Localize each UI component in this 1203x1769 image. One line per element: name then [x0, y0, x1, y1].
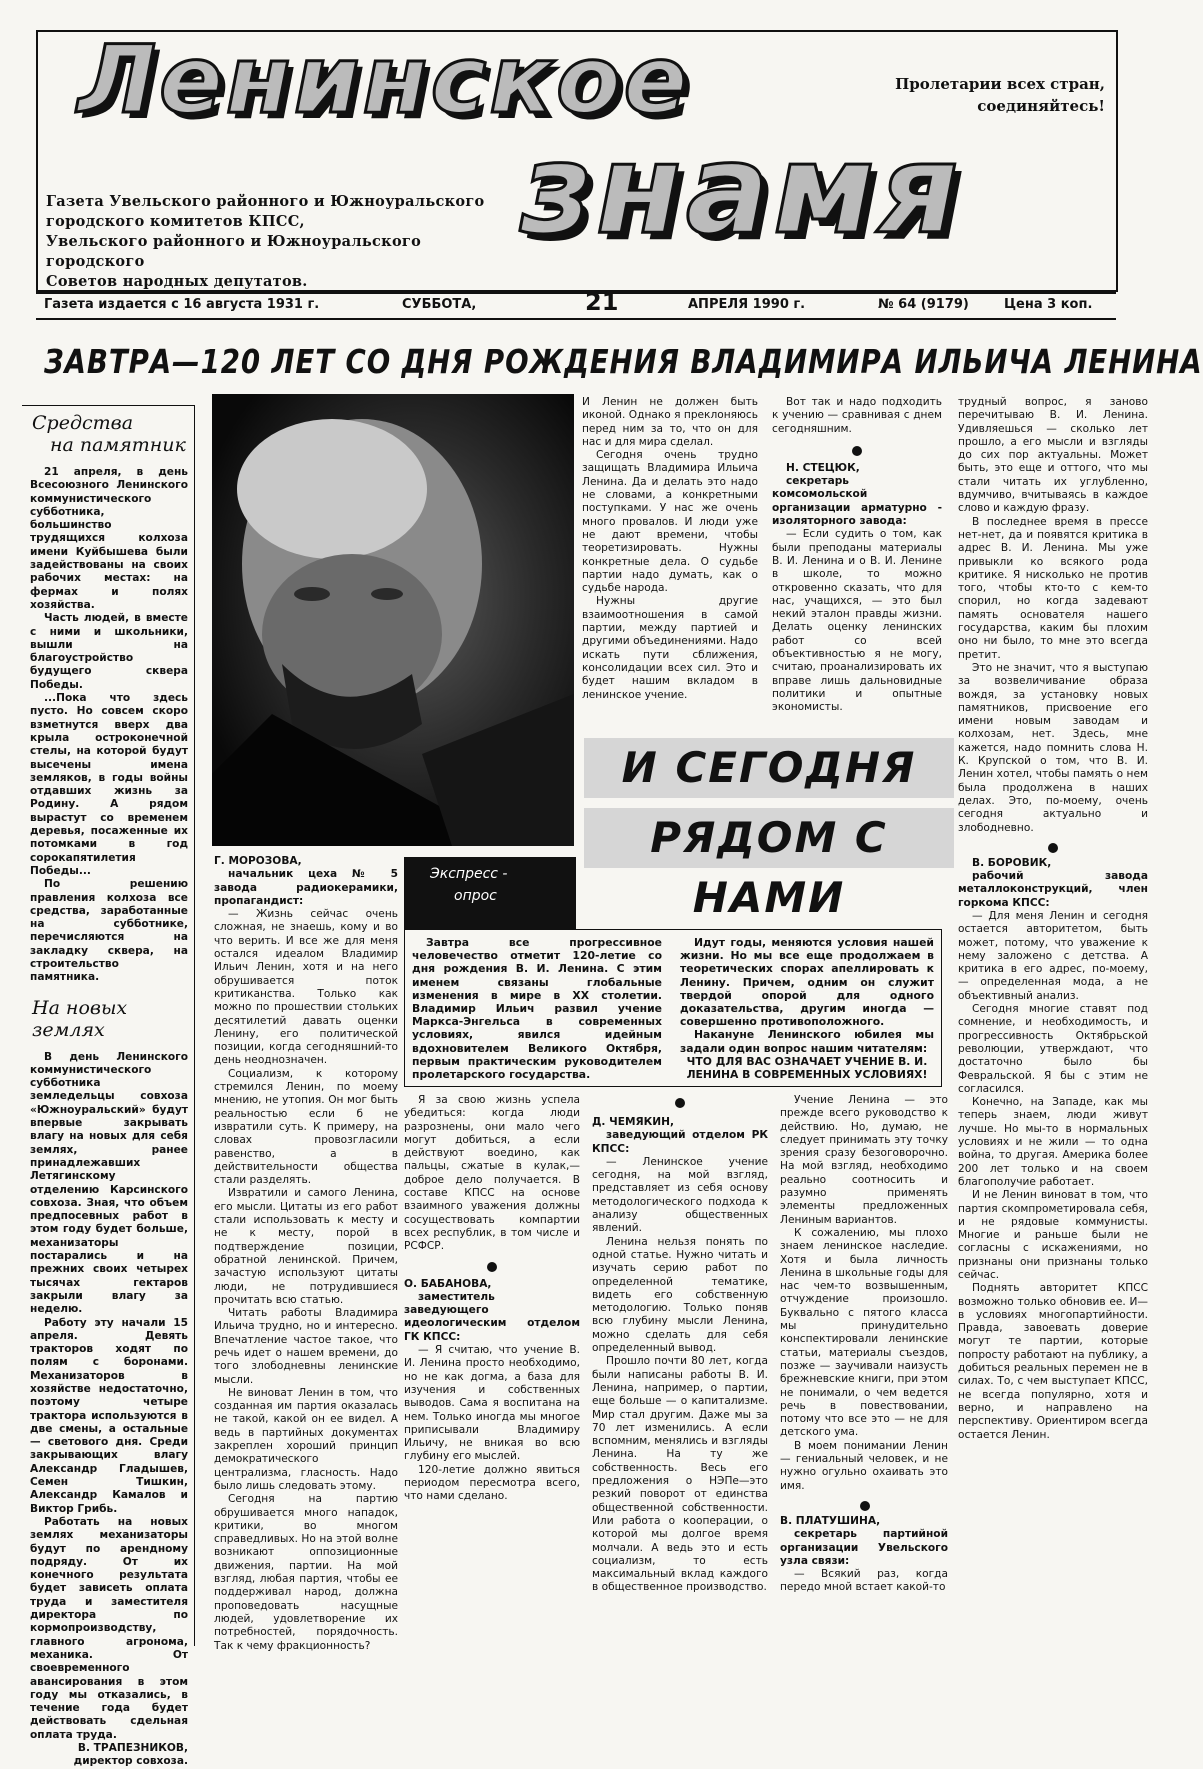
signature-name: В. ТРАПЕЗНИКОВ, — [77, 1742, 188, 1755]
separator-dot-wrap — [404, 1254, 580, 1278]
intro-col2 — [680, 936, 934, 1081]
author-role: секретарь партийной организации Увельского узла связи: — [780, 1528, 948, 1567]
dateline-rule-top — [36, 292, 1116, 294]
publisher-line: Советов народных депутатов. — [46, 273, 308, 290]
main-headline: ЗАВТРА—120 ЛЕТ СО ДНЯ РОЖДЕНИЯ ВЛАДИМИРА ИЛЬИЧА ЛЕНИНА — [44, 342, 1203, 381]
author-role: заведующий отделом РК КПСС: — [592, 1129, 768, 1155]
author-name: Д. ЧЕМЯКИН, — [592, 1116, 675, 1128]
author-name: В. ПЛАТУШИНА, — [780, 1514, 881, 1527]
poll-question: ЧТО ДЛЯ ВАС ОЗНАЧАЕТ УЧЕНИЕ В. И. ЛЕНИНА В СОВРЕМЕННЫХ УСЛОВИЯХ! — [686, 1054, 928, 1082]
separator-dot-wrap — [772, 436, 942, 462]
author-role: заместитель заведующего идеологическим отделом ГК КПСС: — [404, 1290, 580, 1343]
paragraph: И Ленин не должен быть иконой. Однако я преклоняюсь перед ним за то, что он для нас и для мира сделал. — [582, 396, 758, 448]
author-name: О. БАБАНОВА, — [404, 1277, 492, 1290]
motto-line2: соединяйтесь! — [977, 97, 1105, 115]
paragraph: В день Ленинского коммунистического субботника земледельцы совхоза «Южноуральский» будут впервые закрывать влагу на новых для себя землях, ранее принадлежавших Летягинскому отделению Карсинского совхоза. Зная, что объем предпосевных работ в этом году будет больше, механизаторы постарались и на прежних своих четырех тысячах гектаров закрыли влагу за неделю. — [30, 1050, 188, 1316]
author-name: Г. МОРОЗОВА, — [214, 855, 302, 867]
paragraph: Извратили и самого Ленина, его мысли. Цитаты из его работ стали использовать к месту и не к месту, порой в подтверждение позиции, обратной ленинской. Причем, зачастую используют цитаты люди, не потрудившиеся прочитать всю статью. — [214, 1187, 398, 1306]
dateline-price: Цена 3 коп. — [1004, 297, 1093, 312]
paragraph: Не виноват Ленин в том, что созданная им партия оказалась не такой, какой он ее видел. А ведь в партийных документах закреплен хороший принцип демократического централизма, гласность. Надо было лишь следовать этому. — [214, 1386, 398, 1492]
motto-line1: Пролетарии всех стран, — [895, 75, 1105, 93]
paragraph: Прошло почти 80 лет, когда были написаны работы В. И. Ленина, например, о партии, еще больше — о капитализме. Мир стал другим. Даже мы за 70 лет изменились. А если вспомним, менялись и взгляды Ленина. На ту же собственность. Весь его предложения о НЭПе—это резкий поворот от единства общественной собственности. Или работа о кооперации, о которой мы долгое время молчали. А ведь это и есть социализм, то есть максимальный вклад каждого в общественное производство. — [592, 1355, 768, 1594]
paragraph: Поднять авторитет КПСС возможно только обновив ее. И—в условиях многопартийности. Правда, завоевать доверие могут те партии, которые попросту работают на публику, а добиться реальных перемен не в силах. То, с чем выступает КПСС, не всегда популярно, хотя и верно, и направлено на перспективу. Ориентиром всегда остается Ленин. — [958, 1282, 1148, 1441]
paragraph: Сегодня очень трудно защищать Владимира Ильича Ленина. Да и делать это надо не словами, а конкретными поступками. У нас же очень много провалов. И люди уже не дают времени, чтобы теоретизировать. Нужны конкретные дела. О судьбе партии надо думать, как о судьбе народа. — [582, 449, 758, 595]
morozova-continuation — [404, 1094, 580, 1644]
col4-top — [772, 396, 942, 726]
section1-title-line1: Средства — [32, 412, 134, 434]
paragraph: — Для меня Ленин и сегодня остается авторитетом, быть может, потому, что уважение к нему заложено с детства. А критика в его адрес, по-моему, — определенная мода, а не объективный анализ. — [958, 909, 1148, 1002]
intro-col1 — [412, 936, 662, 1081]
paragraph: 21 апреля, в день Всесоюзного Ленинского коммунистического субботника, большинство трудящихся колхоза имени Куйбышева были задействованы на своих рабочих местах: на фермах и полях хозяйства. — [30, 466, 188, 611]
dateline-month-year: АПРЕЛЯ 1990 г. — [688, 297, 806, 312]
section2-title-line2: землях — [32, 1018, 105, 1041]
col4-bottom — [780, 1094, 948, 1644]
sidebar-section1-body — [22, 466, 194, 985]
sidebar — [22, 405, 195, 1768]
paragraph: — Ленинское учение сегодня, на мой взгляд, представляет из себя основу методологического подхода к анализу общественных явлений. — [592, 1155, 768, 1235]
dateline-rule-bottom — [36, 318, 1116, 320]
portrait-image — [212, 394, 574, 846]
paragraph: Социализм, к которому стремился Ленин, по моему мнению, не утопия. Он мог быть реальностью если б не извратили суть. К примеру, на словах провозгласили равенство, а в действительности общества стали разделять. — [214, 1067, 398, 1187]
col3-top — [582, 396, 758, 726]
paragraph: Завтра все прогрессивное человечество отметит 120-летие со дня рождения В. И. Ленина. С этим именем связаны глобальные изменения в мире в XX столетии. Владимир Ильич развил учение Маркса-Энгельса в современных условиях, явился идейным вдохновителем Великого Октября, первым практическим руководителем пролетарского государства. — [412, 936, 662, 1082]
paragraph: Работу эту начали 15 апреля. Девять тракторов ходят по полям с боронами. Механизаторов в хозяйстве недостаточно, поэтому четыре трактора используются в две смены, а остальные — светового дня. Среди закрывающих влагу Александр Гладышев, Семен Тишкин, Александр Камалов и Виктор Грибь. — [30, 1316, 188, 1515]
dateline-weekday: СУББОТА, — [402, 297, 477, 312]
dateline-day: 21 — [585, 288, 619, 316]
sidebar-section1-title — [32, 412, 194, 456]
paragraph: — Я считаю, что учение В. И. Ленина просто необходимо, но не как догма, а база для изучения и собственных выводов. Сама я воспитана на нем. Только иногда мы многое приписывали Владимиру Ильичу, не вникая во всю глубину его мыслей. — [404, 1344, 580, 1463]
separator-dot-wrap — [592, 1094, 768, 1116]
separator-dot — [487, 1262, 497, 1272]
banner-line1: И СЕГОДНЯ — [584, 738, 954, 798]
paragraph: Вот так и надо подходить к учению — сравнивая с днем сегодняшним. — [772, 396, 942, 435]
dateline-since: Газета издается с 16 августа 1931 г. — [44, 297, 320, 312]
paragraph: Нужны другие взаимоотношения в самой партии, между партией и другими объединениями. Надо искать пути сближения, консолидации всех сил. Это и будет нашим вкладом в ленинское учение. — [582, 595, 758, 701]
separator-dot-wrap — [780, 1493, 948, 1515]
express-poll-label — [404, 857, 576, 929]
masthead-title-line2: знамя — [520, 118, 963, 262]
signature-title: директор совхоза. — [73, 1755, 188, 1768]
banner-line2: РЯДОМ С НАМИ — [584, 808, 954, 868]
paragraph: Конечно, на Западе, как мы теперь знаем, люди живут лучше. Но мы-то в нормальных условиях и не жили — то одна война, то другая. Америка более 200 лет только и на своем благополучие работает. — [958, 1096, 1148, 1188]
paragraph: Идут годы, меняются условия нашей жизни. Но мы все еще продолжаем в теоретических спорах апеллировать к Ленину. Причем, одним он служит твердой опорой для одного доказательства, другим иногда — совершенно противоположного. — [680, 936, 934, 1029]
paragraph: Это не значит, что я выступаю за возвеличивание образа вождя, за установку новых памятников, присвоение его имени новым заводам и колхозам, нет. Здесь, мне кажется, надо помнить слова Н. К. Крупской о том, что В. И. Ленин хотел, чтобы память о нем была продолжена в наших делах. Это, по-моему, очень сегодня актуально и злободневно. — [958, 661, 1148, 834]
paragraph: — Жизнь сейчас очень сложная, не знаешь, кому и во что верить. И все же для меня остался идеалом Владимир Ильич Ленин, хотя и на него обрушивается поток критиканства. Только как можно по прошествии стольких десятилетий давать оценки Ленину, его политической позиции, когда сегодняшний-то день неоднозначен. — [214, 908, 398, 1067]
author-name: Н. СТЕЦЮК, — [786, 461, 860, 474]
paragraph: 120-летие должно явиться периодом пересмотра всего, что нами сделано. — [404, 1463, 580, 1503]
lenin-portrait-photo — [212, 394, 574, 846]
masthead-title-line1: Ленинское — [78, 26, 691, 135]
masthead-motto — [895, 73, 1105, 117]
paragraph: — Если судить о том, как были преподаны материалы В. И. Ленина и о В. И. Ленине в школе, то можно откровенно сказать, что для нас, учащихся, — это был некий эталон правды жизни. Делать оценку ленинских работ со всей объективностью я не могу, считаю, проанализировать их вправе лишь дальновидные политики и опытные экономисты. — [772, 528, 942, 714]
paragraph: В моем понимании Ленин — гениальный человек, и не нужно огульно охаивать это имя. — [780, 1439, 948, 1492]
paragraph: По решению правления колхоза все средства, заработанные на субботнике, перечисляются на закладку сквера, на строительство памятника. — [30, 878, 188, 984]
sidebar-section2-title — [32, 997, 194, 1041]
publisher-info — [46, 192, 506, 292]
paragraph: — Всякий раз, когда передо мной встает какой-то — [780, 1568, 948, 1594]
paragraph: ...Пока что здесь пусто. Но совсем скоро взметнутся вверх два крыла остроконечной стелы, на которой будут высечены имена земляков, в годы войны отдавших жизнь за Родину. А рядом вырастут со временем деревья, посаженные их потомками в год сорокапятилетия Победы... — [30, 692, 188, 877]
paragraph: Сегодня на партию обрушивается много нападок, критики, во многом справедливых. Но на этой волне возникают оппозиционные движения, партии. На мой взгляд, любая партия, чтобы ее поддерживал народ, должна проповедовать насущные людей, удовлетворение их потребностей, порядочность. Так к чему фракционность? — [214, 1493, 398, 1652]
paragraph: Работать на новых землях механизаторы будут по арендному подряду. От их конечного результата будет зависеть оплата труда и заместителя директора по кормопроизводству, главного агронома, механика. От своевременного авансирования в этом году мы отказались, в течение года будет действовать сдельная оплата труда. — [30, 1515, 188, 1741]
paragraph: Учение Ленина — это прежде всего руководство к действию. Но, думаю, не следует принимать эту точку зрения сразу безоговорочно. На мой взгляд, необходимо реально соотносить и разумно применять элементы предложенных Лениным вариантов. — [780, 1094, 948, 1226]
paragraph: В последнее время в прессе нет-нет, да и появятся критика в адрес В. И. Ленина. Мы уже привыкли ко всякого рода критике. Я нисколько не против того, чтобы кто-то с кем-то спорил, но когда задевают память основателя нашего государства, каким бы плохим оно ни было, то мне это всегда претит. — [958, 515, 1148, 661]
express-line2: опрос — [454, 888, 497, 904]
separator-dot — [852, 446, 862, 456]
paragraph: Накануне Ленинского юбилея мы задали один вопрос нашим читателям: — [680, 1028, 934, 1055]
paragraph: Читать работы Владимира Ильича трудно, но и интересно. Впечатление частое такое, что речь идет о нашем времени, до того злободневны ленинские мысли. — [214, 1307, 398, 1386]
separator-dot — [1048, 843, 1058, 853]
paragraph: К сожалению, мы плохо знаем ленинское наследие. Хотя и была личность Ленина в школьные годы для нас чем-то возвышенным, отчуждение произошло. Буквально с пятого класса мы принудительно конспектировали ленинские статьи, материалы съездов, позже — заучивали наизусть брежневские книги, при этом не понимали, о чем ведется речь в повествовании, потому что все это — не для детского ума. — [780, 1226, 948, 1439]
col5 — [958, 396, 1148, 1646]
sidebar-section2-body — [22, 1051, 194, 1769]
express-line1: Экспресс - — [430, 866, 508, 882]
separator-dot-wrap — [958, 835, 1148, 857]
publisher-line: городского комитетов КПСС, — [46, 213, 305, 230]
chemyakin-column — [592, 1094, 768, 1644]
publisher-line: Газета Увельского районного и Южноуральского — [46, 193, 485, 210]
section2-title-line1: На новых — [32, 996, 128, 1019]
morozova-column — [214, 855, 398, 1652]
paragraph: трудный вопрос, я заново перечитываю В. И. Ленина. Удивляешься — сколько лет прошло, а его мысли и взгляды до сих пор актуальны. Может быть, это еще и оттого, что мы стали читать их углубленно, вдумчиво, вчитываясь в каждое слово и каждую фразу. — [958, 396, 1148, 515]
paragraph: Часть людей, в вместе с ними и школьники, вышли на благоустройство будущего сквера Победы. — [30, 612, 188, 691]
dateline-issue: № 64 (9179) — [878, 297, 969, 312]
paragraph: Я за свою жизнь успела убедиться: когда люди разрознены, они мало чего могут добиться, а если действуют воедино, как пальцы, сжатые в кулак,— доброе дело получается. В составе КПСС на основе взаимного уважения должны сосуществовать компартии всех республик, в том числе и РСФСР. — [404, 1094, 580, 1253]
paragraph: Сегодня многие ставят под сомнение, и необходимость, и прогрессивность Октябрьской революции, утверждают, что достаточно было бы Февральской. Я бы с этим не согласился. — [958, 1003, 1148, 1095]
paragraph: Ленина нельзя понять по одной статье. Нужно читать и изучать серию работ по определенной тематике, видеть его собственную методологию. Только поняв всю глубину мысли Ленина, можно сделать для себя определенный вывод. — [592, 1235, 768, 1355]
paragraph: И не Ленин виноват в том, что партия скомпрометировала себя, и не рядовые коммунисты. Многие и раньше были не согласны с искажениями, но признаны они признаны только сейчас. — [958, 1189, 1148, 1281]
author-role: секретарь комсомольской организации арматурно - изоляторного завода: — [772, 475, 942, 528]
author-role: рабочий завода металлоконструкций, член горкома КПСС: — [958, 870, 1148, 909]
publisher-line: Увельского районного и Южноуральского городского — [46, 233, 422, 270]
separator-dot — [675, 1098, 685, 1108]
section1-title-line2: на памятник — [50, 434, 186, 456]
author-role: начальник цеха № 5 завода радиокерамики, пропагандист: — [214, 868, 398, 907]
author-name: В. БОРОВИК, — [972, 856, 1052, 869]
separator-dot — [860, 1501, 870, 1511]
